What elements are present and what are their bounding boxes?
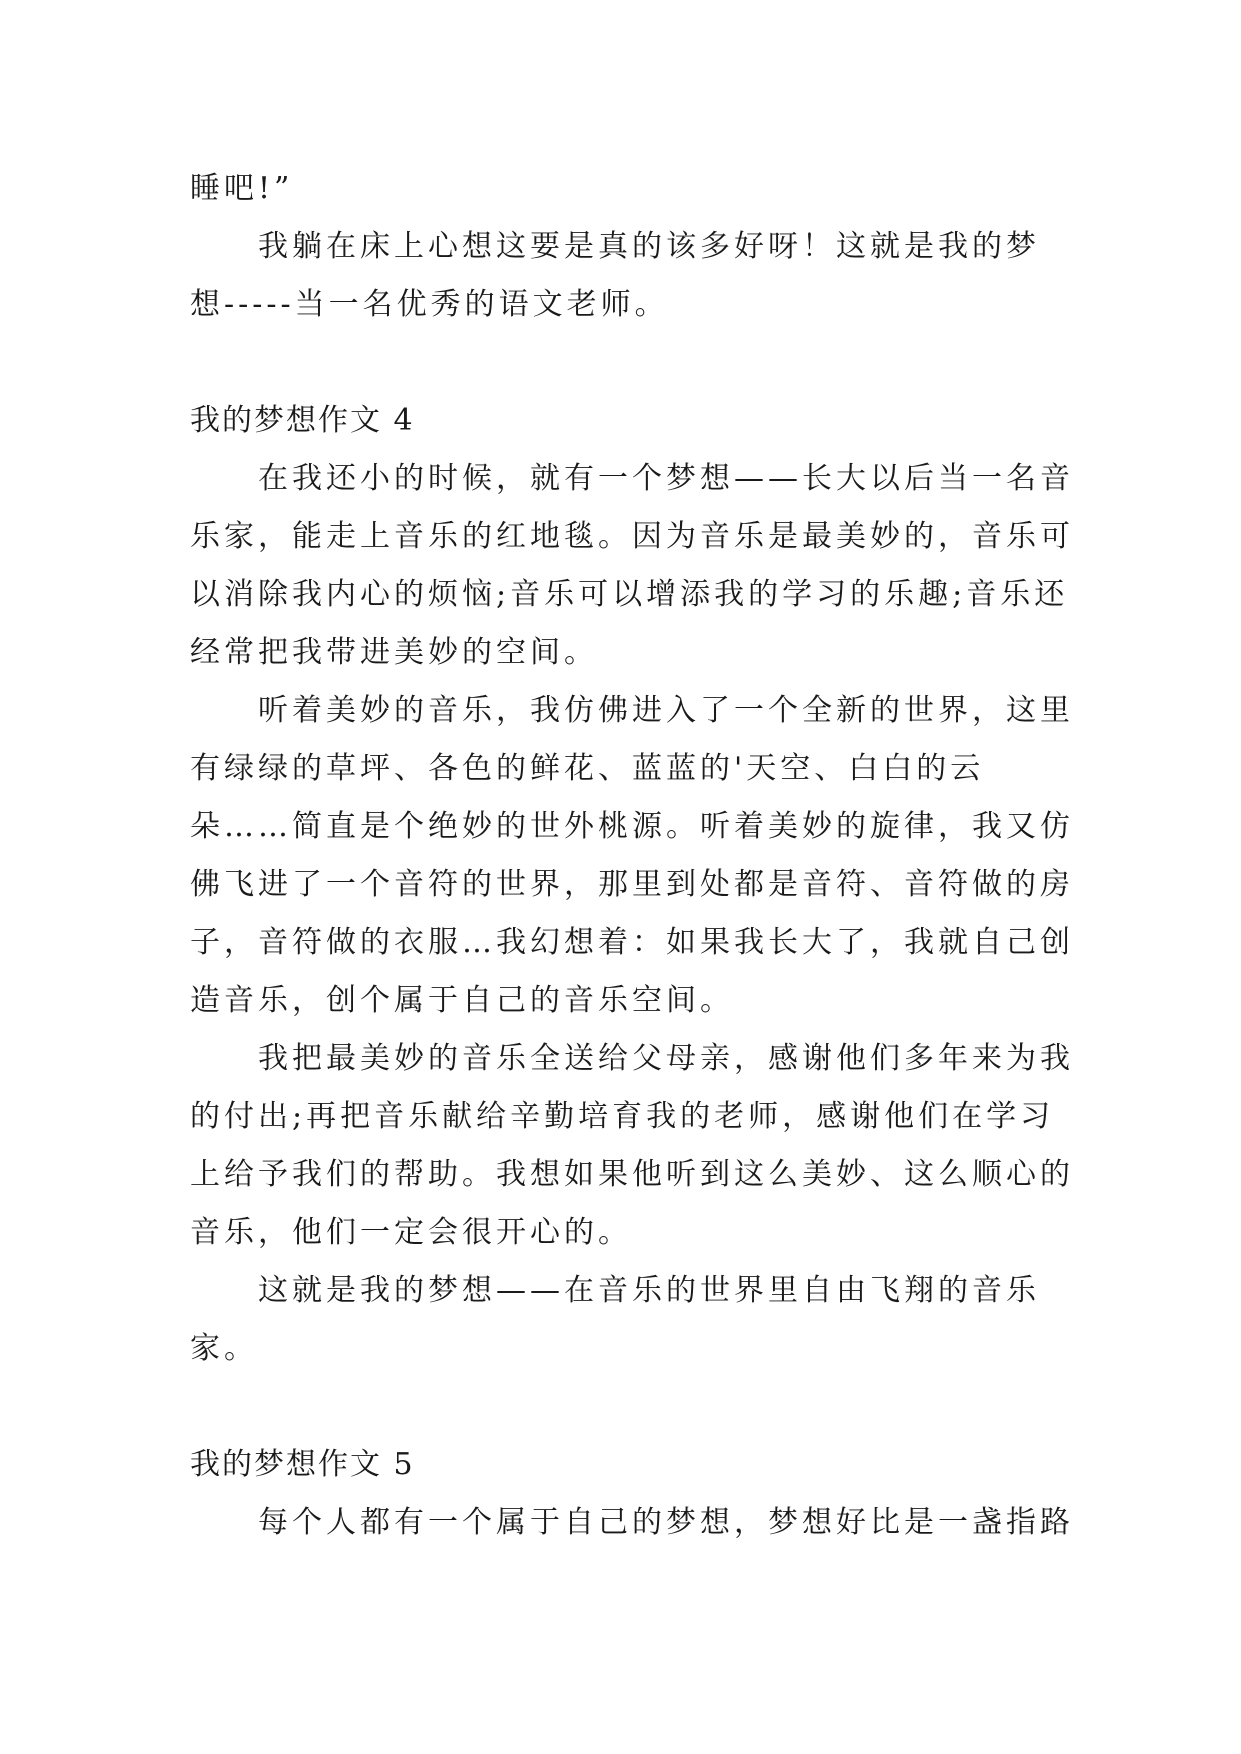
text-line: 以消除我内心的烦恼;音乐可以增添我的学习的乐趣;音乐还 (190, 577, 1069, 612)
text-line: 睡吧!” (190, 171, 294, 206)
section-gap (190, 1378, 1052, 1436)
text-line: 有绿绿的草坪、各色的鲜花、蓝蓝的'天空、白白的云 (190, 751, 985, 786)
text-line: 音乐，他们一定会很开心的。 (190, 1215, 632, 1250)
text-line: 我把最美妙的音乐全送给父母亲，感谢他们多年来为我 (258, 1041, 1074, 1076)
text-line: 造音乐，创个属于自己的音乐空间。 (190, 983, 734, 1018)
text-line: 在我还小的时候，就有一个梦想——长大以后当一名音 (258, 461, 1074, 496)
essay-title: 我的梦想作文 5 (190, 1447, 415, 1482)
section-gap (190, 334, 1052, 392)
text-line: 想-----当一名优秀的语文老师。 (190, 287, 669, 322)
text-line: 听着美妙的音乐，我仿佛进入了一个全新的世界，这里 (258, 693, 1074, 728)
text-line: 的付出;再把音乐献给辛勤培育我的老师，感谢他们在学习 (190, 1099, 1055, 1134)
text-line: 上给予我们的帮助。我想如果他听到这么美妙、这么顺心的 (190, 1157, 1074, 1192)
text-line: 我躺在床上心想这要是真的该多好呀！这就是我的梦 (258, 229, 1040, 264)
text-line: 这就是我的梦想——在音乐的世界里自由飞翔的音乐 (258, 1273, 1040, 1308)
text-line: 经常把我带进美妙的空间。 (190, 635, 598, 670)
text-line: 乐家，能走上音乐的红地毯。因为音乐是最美妙的，音乐可 (190, 519, 1074, 554)
text-line: 每个人都有一个属于自己的梦想，梦想好比是一盏指路 (258, 1505, 1074, 1540)
text-line: 朵……简直是个绝妙的世外桃源。听着美妙的旋律，我又仿 (190, 809, 1074, 844)
text-line: 佛飞进了一个音符的世界，那里到处都是音符、音符做的房 (190, 867, 1074, 902)
text-line: 子，音符做的衣服…我幻想着：如果我长大了，我就自己创 (190, 925, 1074, 960)
document-page (190, 160, 1074, 1552)
essay-title: 我的梦想作文 4 (190, 403, 415, 438)
text-line: 家。 (190, 1331, 258, 1366)
